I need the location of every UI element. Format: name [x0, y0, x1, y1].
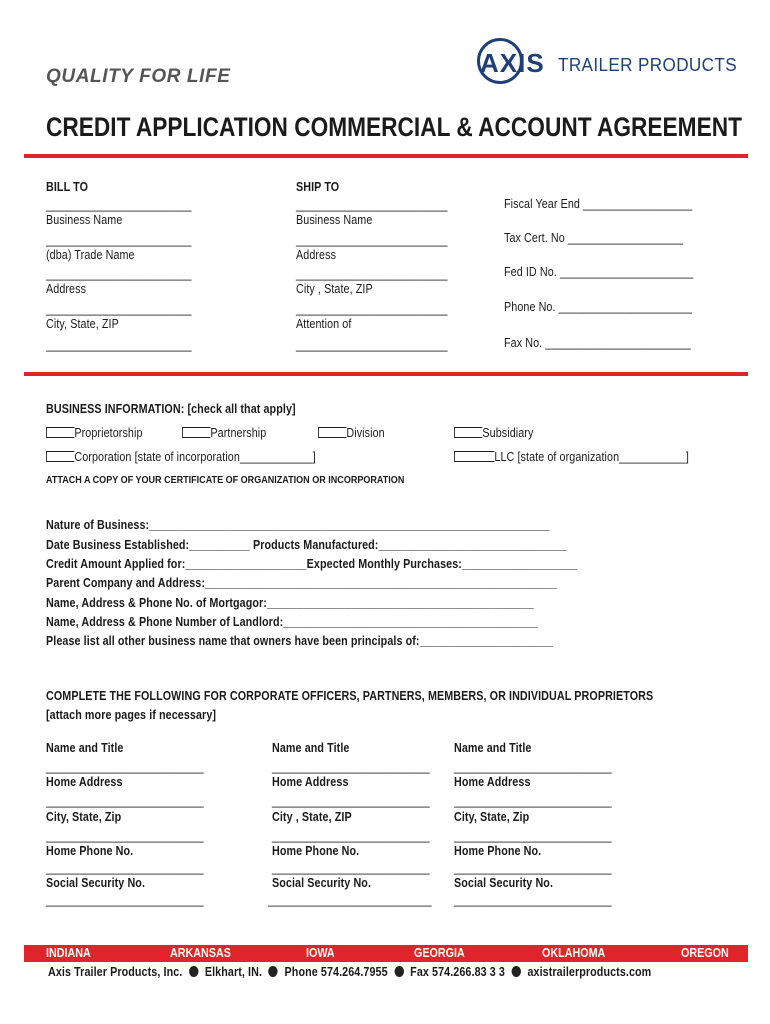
- officers-note: [attach more pages if necessary]: [46, 708, 217, 722]
- footer-city: Elkhart, IN.: [204, 965, 263, 979]
- checkbox[interactable]: [182, 427, 210, 438]
- ship-business-name: Business Name: [296, 213, 373, 227]
- mortgagor-field[interactable]: Name, Address & Phone No. of Mortgagor:____________________________________________: [46, 596, 534, 610]
- officer3-city-state-zip: City, State, Zip: [454, 810, 530, 824]
- footer-states-bar: [24, 945, 748, 962]
- state-label: ARKANSAS: [170, 946, 231, 960]
- state-label: INDIANA: [46, 946, 91, 960]
- landlord-field[interactable]: Name, Address & Phone Number of Landlord:__________________________________________: [46, 615, 538, 629]
- footer-website[interactable]: axistrailerproducts.com: [527, 965, 652, 979]
- blank-line[interactable]: __________________________: [454, 829, 612, 843]
- state-label: GEORGIA: [414, 946, 465, 960]
- bill-business-name: Business Name: [46, 213, 123, 227]
- bullet-icon: [269, 966, 278, 977]
- blank-line[interactable]: __________________________: [454, 893, 612, 907]
- blank-line[interactable]: __________________________: [272, 760, 430, 774]
- bill-city-state-zip: City, State, ZIP: [46, 317, 119, 331]
- blank-line[interactable]: ________________________: [46, 198, 192, 212]
- slogan: QUALITY FOR LIFE: [46, 66, 231, 87]
- officer2-home-address: Home Address: [272, 775, 349, 789]
- blank-line[interactable]: __________________________: [46, 861, 204, 875]
- blank-line[interactable]: __________________________: [272, 829, 430, 843]
- bullet-icon: [511, 966, 520, 977]
- state-label: IOWA: [306, 946, 335, 960]
- officer2-city-state-zip: City , State, ZIP: [272, 810, 352, 824]
- divider-middle: [24, 372, 748, 376]
- credit-amount-field[interactable]: Credit Amount Applied for:____________________Expected Monthly Purchases:___________________: [46, 557, 578, 571]
- blank-line[interactable]: _________________________: [296, 267, 448, 281]
- bill-trade-name: (dba) Trade Name: [46, 248, 135, 262]
- officer3-name-title: Name and Title: [454, 741, 532, 755]
- bullet-icon: [189, 966, 198, 977]
- officer3-home-phone: Home Phone No.: [454, 844, 542, 858]
- option-subsidiary[interactable]: Subsidiary: [454, 426, 533, 440]
- fax-field[interactable]: Fax No. ________________________: [504, 336, 691, 350]
- blank-line[interactable]: __________________________: [46, 760, 204, 774]
- bullet-icon: [394, 966, 403, 977]
- business-info-heading: BUSINESS INFORMATION: [check all that apply]: [46, 402, 296, 416]
- ship-to-heading: SHIP TO: [296, 180, 340, 194]
- blank-line[interactable]: ________________________: [46, 302, 192, 316]
- checkbox[interactable]: [454, 427, 482, 438]
- footer-fax: Fax 574.266.83 3 3: [410, 965, 505, 979]
- fed-id-field[interactable]: Fed ID No. ______________________: [504, 265, 694, 279]
- blank-line[interactable]: ___________________________: [268, 893, 432, 907]
- ship-address: Address: [296, 248, 337, 262]
- blank-line[interactable]: __________________________: [46, 794, 204, 808]
- officer1-home-phone: Home Phone No.: [46, 844, 134, 858]
- tax-cert-field[interactable]: Tax Cert. No ___________________: [504, 231, 684, 245]
- bill-to-heading: BILL TO: [46, 180, 89, 194]
- officer1-name-title: Name and Title: [46, 741, 124, 755]
- footer-company: Axis Trailer Products, Inc.: [48, 965, 183, 979]
- blank-line[interactable]: _________________________: [296, 233, 448, 247]
- option-partnership[interactable]: Partnership: [182, 426, 266, 440]
- footer-contact-line: [48, 965, 651, 979]
- officer2-home-phone: Home Phone No.: [272, 844, 360, 858]
- date-established-field[interactable]: Date Business Established:__________ Products Manufactured:_______________________________: [46, 538, 567, 552]
- blank-line[interactable]: _________________________: [296, 338, 448, 352]
- footer-phone: Phone 574.264.7955: [284, 965, 388, 979]
- blank-line[interactable]: __________________________: [454, 760, 612, 774]
- blank-line[interactable]: ________________________: [46, 267, 192, 281]
- officer1-city-state-zip: City, State, Zip: [46, 810, 122, 824]
- option-llc[interactable]: LLC [state of organization___________]: [454, 450, 689, 464]
- fiscal-year-end-field[interactable]: Fiscal Year End __________________: [504, 197, 693, 211]
- axis-logo-mark: AXIS: [480, 48, 545, 78]
- checkbox[interactable]: [318, 427, 346, 438]
- phone-field[interactable]: Phone No. ______________________: [504, 300, 693, 314]
- option-division[interactable]: Division: [318, 426, 385, 440]
- officer1-home-address: Home Address: [46, 775, 123, 789]
- parent-company-field[interactable]: Parent Company and Address:__________________________________________________________: [46, 576, 557, 590]
- nature-of-business-field[interactable]: Nature of Business:__________________________________________________________________: [46, 518, 550, 532]
- option-proprietorship[interactable]: Proprietorship: [46, 426, 143, 440]
- state-label: OREGON: [681, 946, 729, 960]
- bill-address: Address: [46, 282, 87, 296]
- officer3-ssn: Social Security No.: [454, 876, 554, 890]
- checkbox[interactable]: [46, 451, 74, 462]
- ship-city-state-zip: City , State, ZIP: [296, 282, 373, 296]
- blank-line[interactable]: ________________________: [46, 338, 192, 352]
- blank-line[interactable]: __________________________: [46, 829, 204, 843]
- blank-line[interactable]: ________________________: [46, 233, 192, 247]
- officer2-ssn: Social Security No.: [272, 876, 372, 890]
- checkbox[interactable]: [46, 427, 74, 438]
- officer3-home-address: Home Address: [454, 775, 531, 789]
- blank-line[interactable]: __________________________: [454, 861, 612, 875]
- option-corporation[interactable]: Corporation [state of incorporation____________]: [46, 450, 316, 464]
- logo-text: TRAILER PRODUCTS: [558, 55, 738, 75]
- blank-line[interactable]: _________________________: [296, 302, 448, 316]
- officer2-name-title: Name and Title: [272, 741, 350, 755]
- other-business-names-field[interactable]: Please list all other business name that owners have been principals of:______________________: [46, 634, 554, 648]
- ship-attention-of: Attention of: [296, 317, 352, 331]
- checkbox[interactable]: [454, 451, 494, 462]
- divider-top: [24, 154, 748, 158]
- state-label: OKLAHOMA: [542, 946, 606, 960]
- page-title: CREDIT APPLICATION COMMERCIAL & ACCOUNT AGREEMENT: [46, 112, 742, 142]
- blank-line[interactable]: __________________________: [454, 794, 612, 808]
- attach-note: ATTACH A COPY OF YOUR CERTIFICATE OF ORGANIZATION OR INCORPORATION: [46, 474, 405, 486]
- blank-line[interactable]: __________________________: [272, 794, 430, 808]
- officers-heading: COMPLETE THE FOLLOWING FOR CORPORATE OFFICERS, PARTNERS, MEMBERS, OR INDIVIDUAL PROPRIETORS: [46, 689, 654, 703]
- blank-line[interactable]: __________________________: [272, 861, 430, 875]
- officer1-ssn: Social Security No.: [46, 876, 146, 890]
- blank-line[interactable]: _________________________: [296, 198, 448, 212]
- blank-line[interactable]: __________________________: [46, 893, 204, 907]
